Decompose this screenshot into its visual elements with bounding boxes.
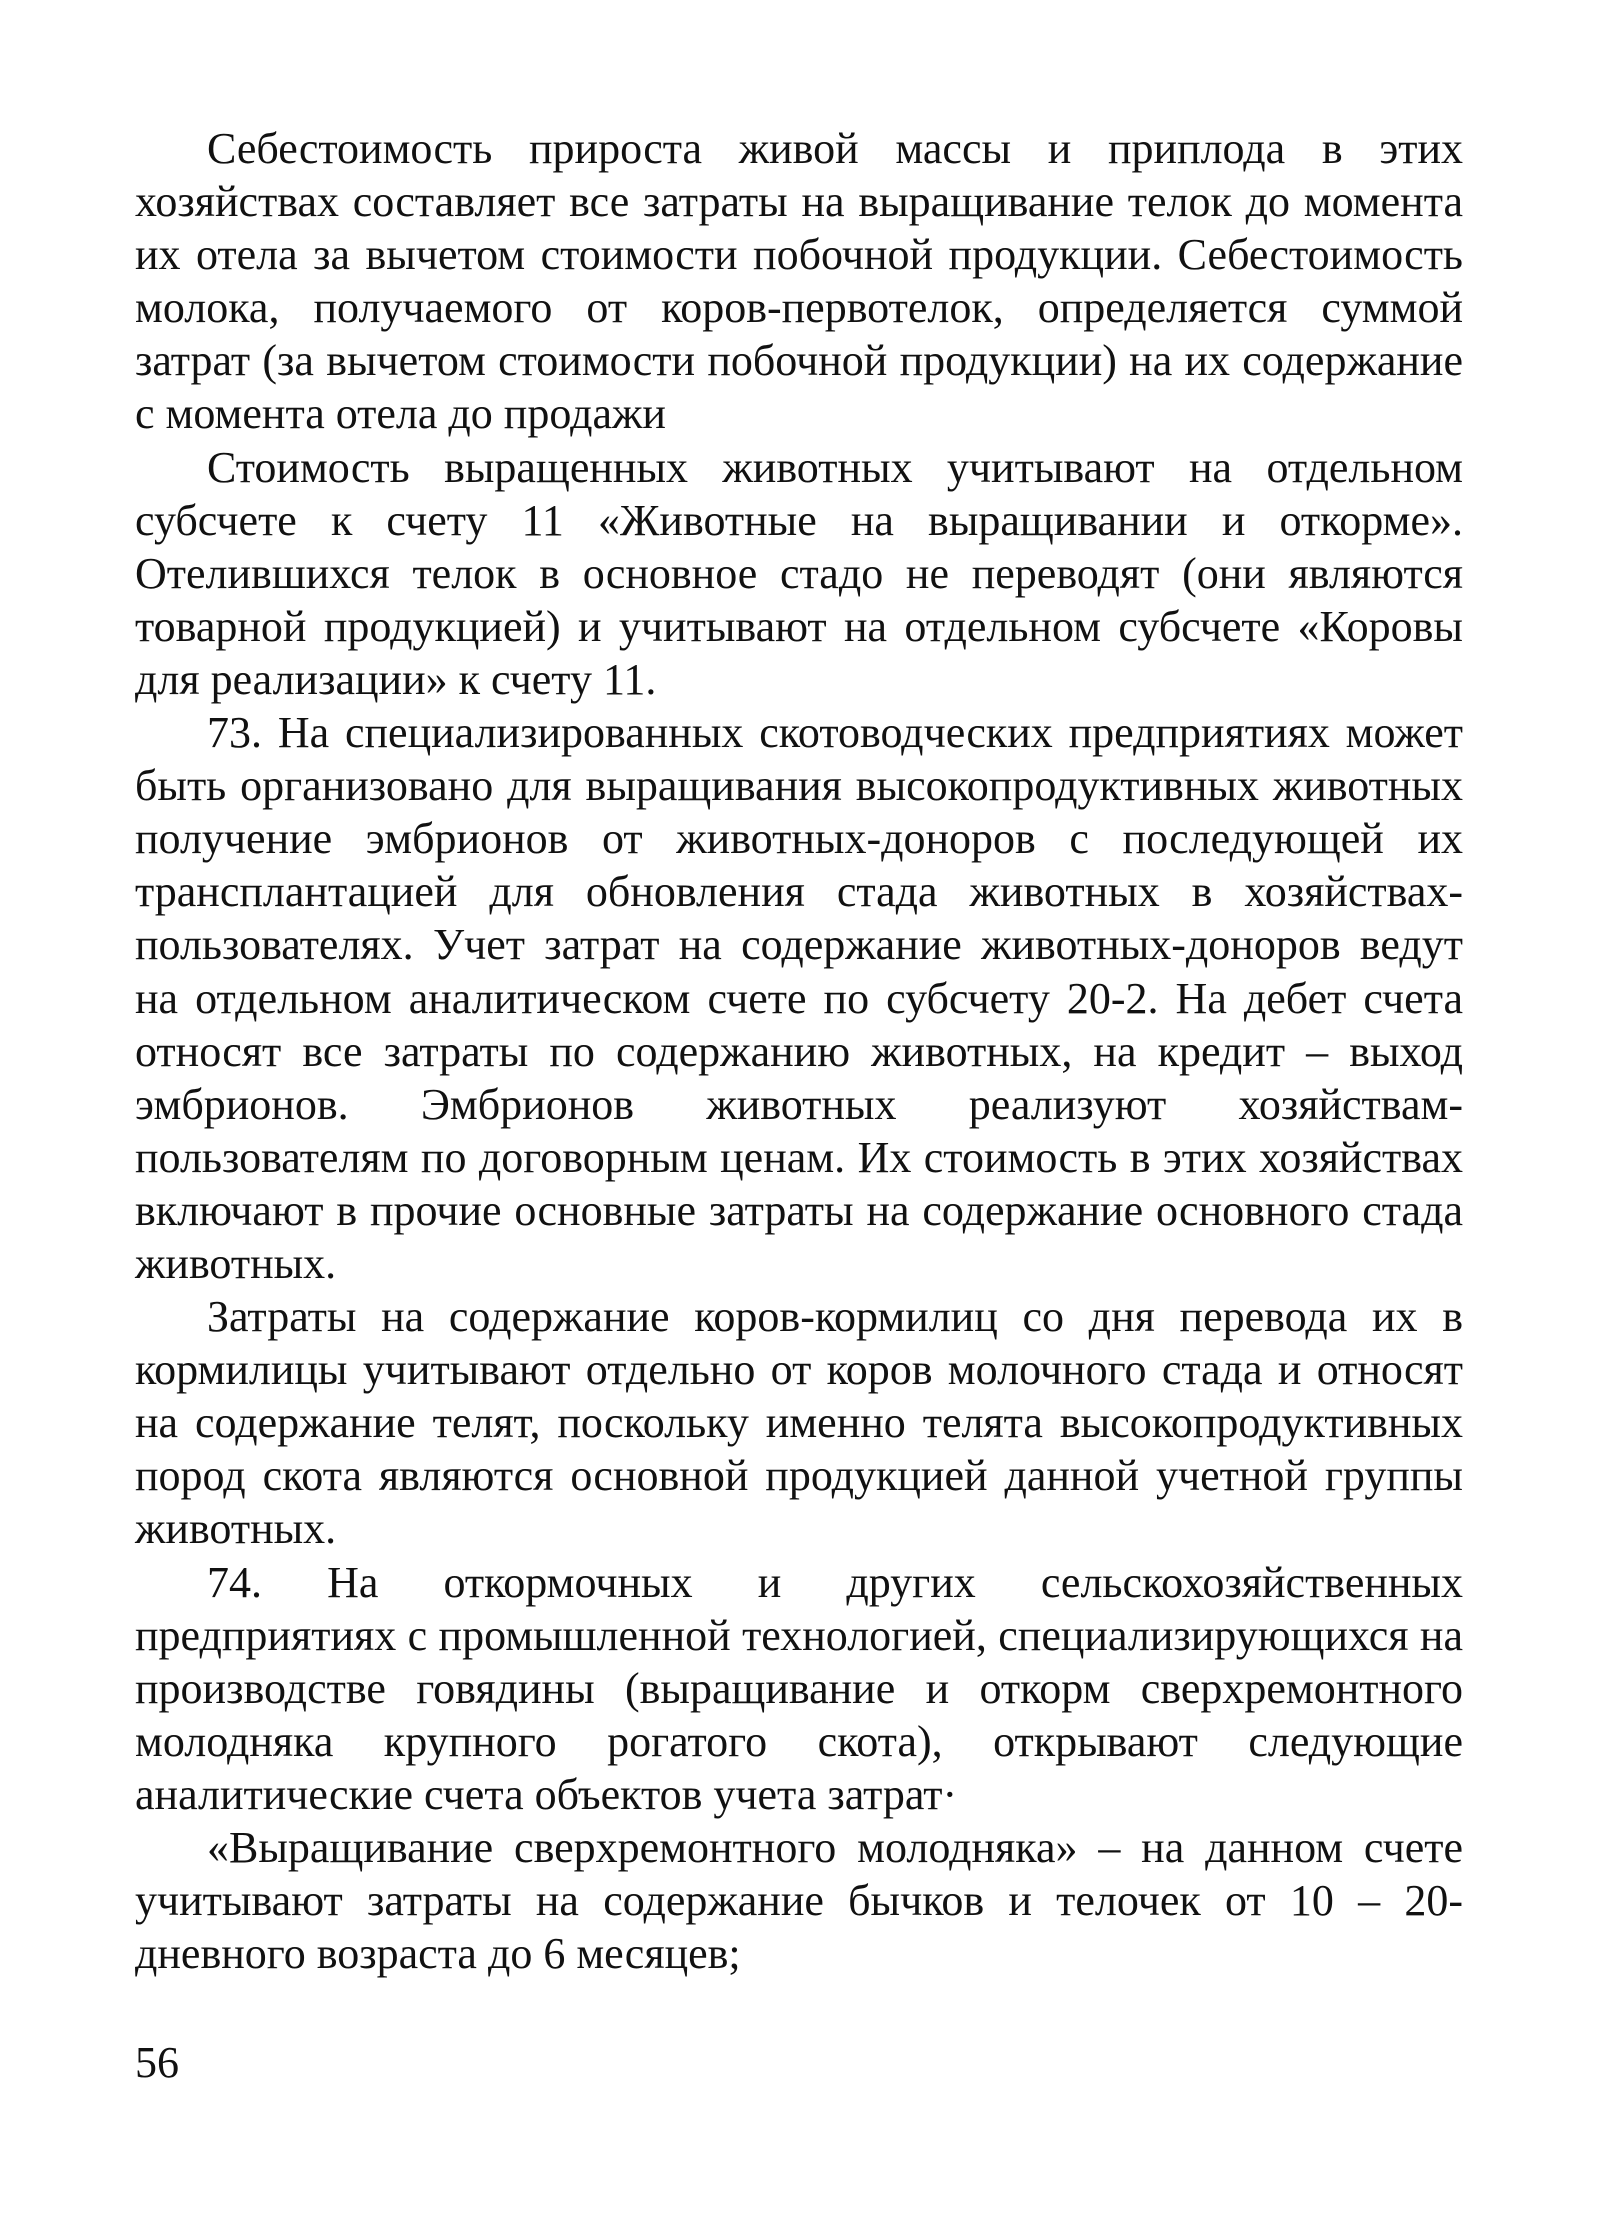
paragraph-nurse-cows: Затраты на содержание коров-кормилиц со дня перевода их в кормилицы учитывают отдельно от коров молочного стада и относят на содержание телят, поскольку именно телята высокопродуктивных пород скота являются основной продукцией данной учетной группы животных. <box>135 1292 1463 1554</box>
paragraph-item-73: 73. На специализированных скотоводческих предприятиях может быть организовано для выращивания высокопродуктивных животных получение эмбрионов от животных-доноров с последующей их трансплантацией для обновления стада животных в хозяйствах-пользователях. Учет затрат на содержание животных-доноров ведут на отдельном аналитическом счете по субсчету 20-2. На дебет счета относят все затраты по содержанию животных, на кредит – выход эмбрионов. Эмбрионов животных реализуют хозяйствам-пользователям по договорным ценам. Их стоимость в этих хозяйствах включают в прочие основные затраты на содержание основного стада животных. <box>135 708 1463 1288</box>
body-text <box>135 122 1463 1980</box>
paragraph-cost-of-weight-gain: Себестоимость прироста живой массы и приплода в этих хозяйствах составляет все затраты на выращивание телок до момента их отела за вычетом стоимости побочной продукции. Себестоимость молока, получаемого от коров-первотелок, определяется суммой затрат (за вычетом стоимости побочной продукции) на их содержание с момента отела до продажи <box>135 124 1463 439</box>
paragraph-young-stock: «Выращивание сверхремонтного молодняка» – на данном счете учитывают затраты на содержание бычков и телочек от 10 – 20-дневного возраста до 6 месяцев; <box>135 1823 1463 1979</box>
paragraph-item-74: 74. На откормочных и других сельскохозяйственных предприятиях с промышленной технологией, специализирующихся на производстве говядины (выращивание и откорм сверхремонтного молодняка крупного рогатого скота), открывают следующие аналитические счета объектов учета затрат· <box>135 1557 1463 1819</box>
page-number: 56 <box>135 2038 179 2087</box>
paragraph-livestock-value: Стоимость выращенных животных учитывают на отдельном субсчете к счету 11 «Животные на выращивании и откорме». Отелившихся телок в основное стадо не переводят (они являются товарной продукцией) и учитывают на отдельном субсчете «Коровы для реализации» к счету 11. <box>135 442 1463 704</box>
